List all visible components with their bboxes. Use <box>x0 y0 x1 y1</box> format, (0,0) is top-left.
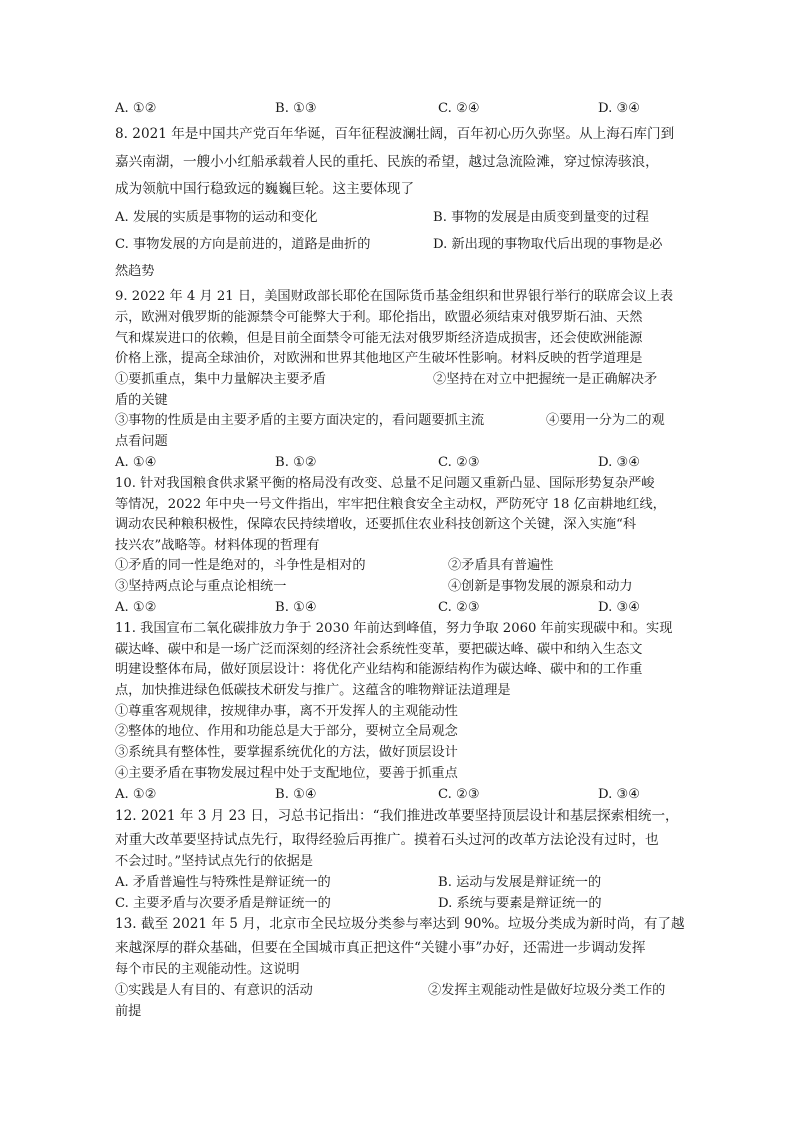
q9-stem-line: 9. 2022 年 4 月 21 日，美国财政部长耶伦在国际货币基金组织和世界银行举行的联席会议上表 <box>115 289 674 304</box>
q12-stem-line: 对重大改革要坚持试点先行，取得经验后再推广。摸着石头过河的改革方法论没有过时，也 <box>115 832 659 848</box>
q9-options <box>0 456 794 474</box>
q8-option-a: A. 发展的实质是事物的运动和变化 <box>115 210 318 225</box>
q7-option-c: C. ②④ <box>438 101 480 116</box>
q11-option-d: D. ③④ <box>598 787 641 802</box>
q11-stem-line: 点，加快推进绿色低碳技术研发与推广。这蕴含的唯物辩证法道理是 <box>115 683 511 698</box>
q8-option-c: C. 事物发展的方向是前进的，道路是曲折的 <box>115 237 371 252</box>
q7-option-d: D. ③④ <box>598 101 641 116</box>
q10-stem-line: 调动农民种粮积极性，保障农民持续增收，还要抓住农业科技创新这个关键，深入实施“科 <box>115 517 637 532</box>
q10-stem-line: 等情况，2022 年中央一号文件指出，牢牢把住粮食安全主动权，严防死守 18 亿亩耕地红线， <box>115 497 666 512</box>
q11-stem-line: 明建设整体布局，做好顶层设计：将优化产业结构和能源结构作为碳达峰、碳中和的工作重 <box>115 662 643 677</box>
q11-option-b: B. ①④ <box>275 787 317 802</box>
q8-stem-line: 成为领航中国行稳致远的巍巍巨轮。这主要体现了 <box>115 181 415 197</box>
q10-options <box>0 601 794 619</box>
q12-option-a: A. 矛盾普遍性与特殊性是辩证统一的 <box>115 875 331 890</box>
q10-option-a: A. ①② <box>115 600 157 615</box>
q9-item-1: ①要抓重点，集中力量解决主要矛盾 <box>115 372 326 387</box>
q8-option-d: D. 新出现的事物取代后出现的事物是必 <box>433 237 663 252</box>
q8-option-b: B. 事物的发展是由质变到量变的过程 <box>433 210 649 225</box>
q10-item-2: ②矛盾具有普遍性 <box>448 558 554 573</box>
q9-stem-line: 价格上涨，提高全球油价，对欧洲和世界其他地区产生破坏性影响。材料反映的哲学道理是 <box>115 351 643 366</box>
q13-stem-line: 来越深厚的群众基础，但要在全国城市真正把这件“关键小事”办好，还需进一步调动发挥 <box>115 940 646 956</box>
q11-item: ②整体的地位、作用和功能总是大于部分，要树立全局观念 <box>115 724 458 739</box>
q11-options <box>0 788 794 806</box>
q7-options <box>0 102 794 120</box>
q9-item-4: ④要用一分为二的观 <box>546 413 665 428</box>
q13-stem-line: 13. 截至 2021 年 5 月，北京市全民垃圾分类参与率达到 90%。垃圾分类成为新时尚，有了越 <box>115 916 685 932</box>
q13-item-2-cont: 前提 <box>115 1004 142 1019</box>
q7-option-b: B. ①③ <box>275 101 317 116</box>
q12-stem-line: 12. 2021 年 3 月 23 日，习总书记指出：“我们推进改革要坚持顶层设计和基层探索相统一， <box>115 808 679 824</box>
q10-stem-line: 10. 针对我国粮食供求紧平衡的格局没有改变、总量不足问题又重新凸显、国际形势复杂严峻 <box>115 476 655 491</box>
q11-stem-line: 11. 我国宣布二氧化碳排放力争于 2030 年前达到峰值，努力争取 2060 年前实现碳中和。实现 <box>115 621 673 636</box>
q10-stem-line: 技兴农”战略等。材料体现的哲理有 <box>115 538 320 553</box>
q11-item: ①尊重客观规律，按规律办事，离不开发挥人的主观能动性 <box>115 704 458 719</box>
q12-option-b: B. 运动与发展是辩证统一的 <box>438 875 602 890</box>
q10-option-c: C. ②③ <box>438 600 480 615</box>
q13-item-2: ②发挥主观能动性是做好垃圾分类工作的 <box>428 983 666 998</box>
q9-stem-line: 示，欧洲对俄罗斯的能源禁令可能弊大于利。耶伦指出，欧盟必须结束对俄罗斯石油、天然 <box>115 310 643 325</box>
q11-item: ③系统具有整体性，要掌握系统优化的方法，做好顶层设计 <box>115 745 458 760</box>
q9-option-b: B. ①② <box>275 455 317 470</box>
q9-item-3: ③事物的性质是由主要矛盾的主要方面决定的，看问题要抓主流 <box>115 413 485 428</box>
q10-item-4: ④创新是事物发展的源泉和动力 <box>448 579 633 594</box>
q11-option-a: A. ①② <box>115 787 157 802</box>
q10-item-1: ①矛盾的同一性是绝对的，斗争性是相对的 <box>115 558 366 573</box>
q9-option-d: D. ③④ <box>598 455 641 470</box>
q11-option-c: C. ②③ <box>438 787 480 802</box>
q10-option-d: D. ③④ <box>598 600 641 615</box>
q13-stem-line: 每个市民的主观能动性。这说明 <box>115 962 300 977</box>
q9-stem-line: 气和煤炭进口的依赖，但是目前全面禁令可能无法对俄罗斯经济造成损害，还会使欧洲能源 <box>115 331 643 346</box>
q13-item-1: ①实践是人有目的、有意识的活动 <box>115 983 313 998</box>
q9-item-2-cont: 盾的关键 <box>115 393 168 408</box>
q9-item-4-cont: 点看问题 <box>115 434 168 449</box>
q12-option-c: C. 主要矛盾与次要矛盾是辩证统一的 <box>115 896 331 911</box>
q12-stem-line: 不会过时。”坚持试点先行的依据是 <box>115 854 313 869</box>
q10-option-b: B. ①④ <box>275 600 317 615</box>
q7-option-a: A. ①② <box>115 101 157 116</box>
q8-stem-line: 嘉兴南湖，一艘小小红船承载着人民的重托、民族的希望，越过急流险滩，穿过惊涛骇浪， <box>115 154 659 170</box>
q10-item-3: ③坚持两点论与重点论相统一 <box>115 579 287 594</box>
q11-item: ④主要矛盾在事物发展过程中处于支配地位，要善于抓重点 <box>115 766 458 781</box>
q8-stem-line: 8. 2021 年是中国共产党百年华诞，百年征程波澜壮阔，百年初心历久弥坚。从上海石库门到 <box>115 126 675 142</box>
q8-option-d-cont: 然趋势 <box>115 264 155 279</box>
q9-item-2: ②坚持在对立中把握统一是正确解决矛 <box>433 372 658 387</box>
q12-option-d: D. 系统与要素是辩证统一的 <box>438 896 602 911</box>
q9-option-a: A. ①④ <box>115 455 157 470</box>
q11-stem-line: 碳达峰、碳中和是一场广泛而深刻的经济社会系统性变革，要把碳达峰、碳中和纳入生态文 <box>115 642 643 657</box>
q9-option-c: C. ②③ <box>438 455 480 470</box>
